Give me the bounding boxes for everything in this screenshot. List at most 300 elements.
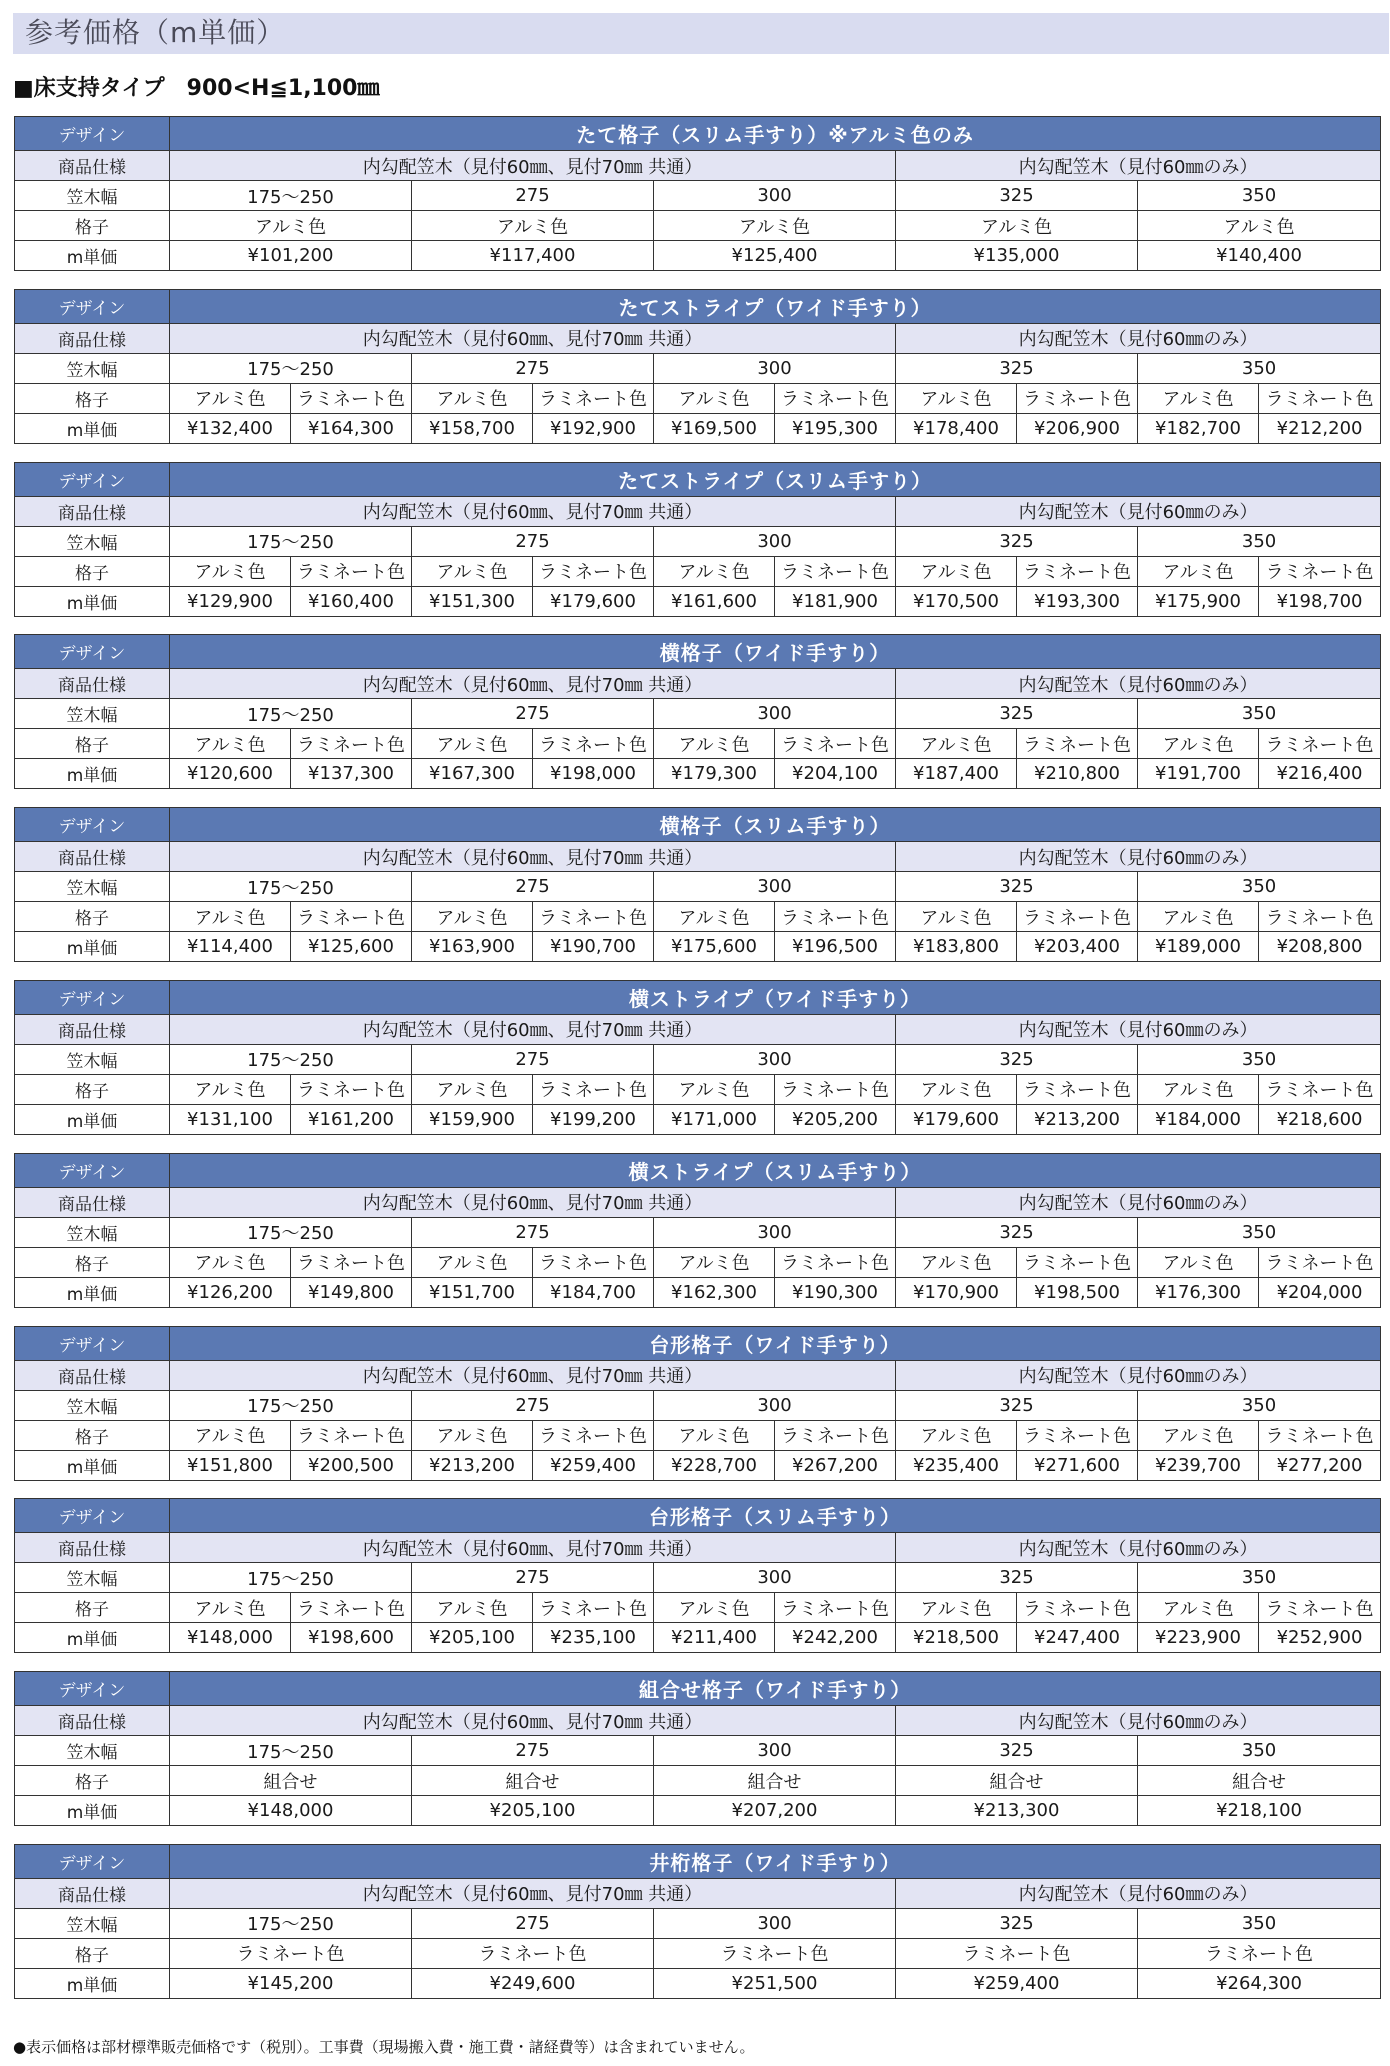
price-cell: ¥195,300 — [775, 413, 896, 443]
spec-60-only: 内勾配笠木（見付60㎜のみ） — [896, 1187, 1381, 1217]
price-cell: ¥145,200 — [170, 1968, 412, 1998]
width-value: 325 — [896, 872, 1138, 902]
width-value: 175〜250 — [170, 353, 412, 383]
design-name: たてストライプ（ワイド手すり） — [170, 289, 1381, 323]
price-cell: ¥179,300 — [654, 759, 775, 789]
grid-alumi: アルミ色 — [412, 556, 533, 586]
price-cell: ¥196,500 — [775, 932, 896, 962]
width-value: 350 — [1138, 1563, 1381, 1593]
grid-value: ラミネート色 — [412, 1938, 654, 1968]
price-cell: ¥159,900 — [412, 1104, 533, 1134]
design-name: 横ストライプ（ワイド手すり） — [170, 980, 1381, 1014]
grid-laminate: ラミネート色 — [1017, 729, 1138, 759]
grid-alumi: アルミ色 — [170, 1247, 291, 1277]
price-cell: ¥264,300 — [1138, 1968, 1381, 1998]
spec-label: 商品仕様 — [15, 496, 170, 526]
grid-label: 格子 — [15, 1938, 170, 1968]
price-cell: ¥213,200 — [1017, 1104, 1138, 1134]
grid-alumi: アルミ色 — [1138, 1593, 1259, 1623]
grid-laminate: ラミネート色 — [1017, 1593, 1138, 1623]
price-cell: ¥181,900 — [775, 586, 896, 616]
width-value: 300 — [654, 181, 896, 211]
grid-label: 格子 — [15, 1766, 170, 1796]
width-label: 笠木幅 — [15, 1908, 170, 1938]
spec-60-only: 内勾配笠木（見付60㎜のみ） — [896, 1533, 1381, 1563]
price-cell: ¥160,400 — [291, 586, 412, 616]
design-label: デザイン — [15, 1844, 170, 1878]
grid-alumi: アルミ色 — [896, 383, 1017, 413]
grid-laminate: ラミネート色 — [1259, 1420, 1381, 1450]
spec-shared: 内勾配笠木（見付60㎜、見付70㎜ 共通） — [170, 1878, 896, 1908]
price-cell: ¥191,700 — [1138, 759, 1259, 789]
spec-shared: 内勾配笠木（見付60㎜、見付70㎜ 共通） — [170, 842, 896, 872]
spec-60-only: 内勾配笠木（見付60㎜のみ） — [896, 1706, 1381, 1736]
price-cell: ¥249,600 — [412, 1968, 654, 1998]
grid-alumi: アルミ色 — [170, 1420, 291, 1450]
grid-laminate: ラミネート色 — [533, 1074, 654, 1104]
grid-alumi: アルミ色 — [1138, 902, 1259, 932]
width-value: 350 — [1138, 181, 1381, 211]
width-value: 325 — [896, 699, 1138, 729]
grid-laminate: ラミネート色 — [775, 729, 896, 759]
price-cell: ¥114,400 — [170, 932, 291, 962]
design-label: デザイン — [15, 289, 170, 323]
grid-alumi: アルミ色 — [654, 729, 775, 759]
grid-laminate: ラミネート色 — [291, 1420, 412, 1450]
design-name: 組合せ格子（ワイド手すり） — [170, 1672, 1381, 1706]
price-table — [14, 634, 1381, 789]
design-label: デザイン — [15, 1499, 170, 1533]
width-value: 275 — [412, 526, 654, 556]
price-cell: ¥213,300 — [896, 1796, 1138, 1826]
design-label: デザイン — [15, 635, 170, 669]
width-value: 275 — [412, 1217, 654, 1247]
design-name: 台形格子（ワイド手すり） — [170, 1326, 1381, 1360]
grid-laminate: ラミネート色 — [1017, 1074, 1138, 1104]
price-cell: ¥223,900 — [1138, 1623, 1259, 1653]
price-table — [14, 1153, 1381, 1308]
spec-shared: 内勾配笠木（見付60㎜、見付70㎜ 共通） — [170, 151, 896, 181]
price-label: m単価 — [15, 932, 170, 962]
grid-alumi: アルミ色 — [654, 1247, 775, 1277]
grid-laminate: ラミネート色 — [533, 902, 654, 932]
price-cell: ¥182,700 — [1138, 413, 1259, 443]
price-label: m単価 — [15, 1623, 170, 1653]
grid-laminate: ラミネート色 — [775, 1593, 896, 1623]
grid-laminate: ラミネート色 — [1259, 383, 1381, 413]
price-cell: ¥204,100 — [775, 759, 896, 789]
width-label: 笠木幅 — [15, 1563, 170, 1593]
width-value: 300 — [654, 1390, 896, 1420]
grid-alumi: アルミ色 — [1138, 1420, 1259, 1450]
spec-label: 商品仕様 — [15, 1706, 170, 1736]
design-label: デザイン — [15, 808, 170, 842]
spec-label: 商品仕様 — [15, 323, 170, 353]
width-value: 175〜250 — [170, 1736, 412, 1766]
price-cell: ¥205,100 — [412, 1796, 654, 1826]
price-cell: ¥242,200 — [775, 1623, 896, 1653]
design-label: デザイン — [15, 117, 170, 151]
grid-laminate: ラミネート色 — [1017, 902, 1138, 932]
grid-laminate: ラミネート色 — [1017, 556, 1138, 586]
price-cell: ¥212,200 — [1259, 413, 1381, 443]
price-label: m単価 — [15, 1104, 170, 1134]
price-label: m単価 — [15, 586, 170, 616]
price-cell: ¥151,700 — [412, 1277, 533, 1307]
design-name: たて格子（スリム手すり）※アルミ色のみ — [170, 117, 1381, 151]
width-value: 350 — [1138, 699, 1381, 729]
price-cell: ¥192,900 — [533, 413, 654, 443]
price-label: m単価 — [15, 759, 170, 789]
width-value: 275 — [412, 1044, 654, 1074]
price-tables — [14, 116, 1380, 2017]
price-cell: ¥239,700 — [1138, 1450, 1259, 1480]
price-label: m単価 — [15, 1796, 170, 1826]
spec-60-only: 内勾配笠木（見付60㎜のみ） — [896, 669, 1381, 699]
price-cell: ¥167,300 — [412, 759, 533, 789]
grid-laminate: ラミネート色 — [533, 1247, 654, 1277]
price-cell: ¥200,500 — [291, 1450, 412, 1480]
grid-alumi: アルミ色 — [896, 902, 1017, 932]
price-cell: ¥216,400 — [1259, 759, 1381, 789]
grid-value: ラミネート色 — [1138, 1938, 1381, 1968]
design-label: デザイン — [15, 1672, 170, 1706]
price-cell: ¥169,500 — [654, 413, 775, 443]
price-cell: ¥162,300 — [654, 1277, 775, 1307]
width-label: 笠木幅 — [15, 699, 170, 729]
grid-value: アルミ色 — [170, 211, 412, 241]
spec-shared: 内勾配笠木（見付60㎜、見付70㎜ 共通） — [170, 1014, 896, 1044]
grid-alumi: アルミ色 — [170, 729, 291, 759]
grid-value: 組合せ — [412, 1766, 654, 1796]
width-value: 275 — [412, 872, 654, 902]
price-cell: ¥171,000 — [654, 1104, 775, 1134]
grid-label: 格子 — [15, 383, 170, 413]
grid-alumi: アルミ色 — [1138, 1074, 1259, 1104]
price-cell: ¥210,800 — [1017, 759, 1138, 789]
width-value: 350 — [1138, 1736, 1381, 1766]
grid-value: 組合せ — [1138, 1766, 1381, 1796]
price-cell: ¥206,900 — [1017, 413, 1138, 443]
price-cell: ¥126,200 — [170, 1277, 291, 1307]
price-cell: ¥117,400 — [412, 241, 654, 271]
spec-shared: 内勾配笠木（見付60㎜、見付70㎜ 共通） — [170, 1360, 896, 1390]
width-value: 325 — [896, 1563, 1138, 1593]
grid-alumi: アルミ色 — [654, 383, 775, 413]
grid-label: 格子 — [15, 1593, 170, 1623]
grid-alumi: アルミ色 — [896, 1593, 1017, 1623]
price-cell: ¥158,700 — [412, 413, 533, 443]
grid-alumi: アルミ色 — [412, 383, 533, 413]
spec-label: 商品仕様 — [15, 669, 170, 699]
grid-laminate: ラミネート色 — [1017, 383, 1138, 413]
grid-alumi: アルミ色 — [1138, 729, 1259, 759]
width-value: 175〜250 — [170, 526, 412, 556]
price-label: m単価 — [15, 1450, 170, 1480]
price-cell: ¥267,200 — [775, 1450, 896, 1480]
grid-alumi: アルミ色 — [654, 1593, 775, 1623]
grid-laminate: ラミネート色 — [775, 1074, 896, 1104]
spec-label: 商品仕様 — [15, 1187, 170, 1217]
width-value: 325 — [896, 353, 1138, 383]
width-label: 笠木幅 — [15, 181, 170, 211]
price-cell: ¥247,400 — [1017, 1623, 1138, 1653]
price-cell: ¥170,500 — [896, 586, 1017, 616]
width-value: 300 — [654, 353, 896, 383]
grid-value: ラミネート色 — [654, 1938, 896, 1968]
design-name: 台形格子（スリム手すり） — [170, 1499, 1381, 1533]
price-cell: ¥101,200 — [170, 241, 412, 271]
price-cell: ¥164,300 — [291, 413, 412, 443]
width-value: 275 — [412, 1563, 654, 1593]
width-value: 325 — [896, 1044, 1138, 1074]
price-cell: ¥204,000 — [1259, 1277, 1381, 1307]
price-cell: ¥211,400 — [654, 1623, 775, 1653]
grid-value: 組合せ — [170, 1766, 412, 1796]
price-cell: ¥120,600 — [170, 759, 291, 789]
grid-alumi: アルミ色 — [896, 1074, 1017, 1104]
price-cell: ¥218,600 — [1259, 1104, 1381, 1134]
spec-shared: 内勾配笠木（見付60㎜、見付70㎜ 共通） — [170, 1533, 896, 1563]
spec-60-only: 内勾配笠木（見付60㎜のみ） — [896, 323, 1381, 353]
grid-laminate: ラミネート色 — [291, 1247, 412, 1277]
grid-alumi: アルミ色 — [896, 556, 1017, 586]
price-cell: ¥149,800 — [291, 1277, 412, 1307]
price-label: m単価 — [15, 1277, 170, 1307]
price-cell: ¥175,900 — [1138, 586, 1259, 616]
price-cell: ¥179,600 — [896, 1104, 1017, 1134]
width-value: 175〜250 — [170, 181, 412, 211]
spec-60-only: 内勾配笠木（見付60㎜のみ） — [896, 842, 1381, 872]
grid-laminate: ラミネート色 — [1017, 1420, 1138, 1450]
grid-alumi: アルミ色 — [1138, 1247, 1259, 1277]
spec-label: 商品仕様 — [15, 1878, 170, 1908]
grid-alumi: アルミ色 — [412, 902, 533, 932]
price-table — [14, 1844, 1381, 1999]
price-cell: ¥208,800 — [1259, 932, 1381, 962]
grid-alumi: アルミ色 — [654, 556, 775, 586]
grid-label: 格子 — [15, 902, 170, 932]
price-label: m単価 — [15, 241, 170, 271]
width-value: 275 — [412, 181, 654, 211]
grid-value: アルミ色 — [654, 211, 896, 241]
price-cell: ¥259,400 — [533, 1450, 654, 1480]
width-value: 175〜250 — [170, 1044, 412, 1074]
grid-laminate: ラミネート色 — [533, 729, 654, 759]
spec-label: 商品仕様 — [15, 1014, 170, 1044]
grid-laminate: ラミネート色 — [533, 383, 654, 413]
price-cell: ¥228,700 — [654, 1450, 775, 1480]
price-cell: ¥218,500 — [896, 1623, 1017, 1653]
price-cell: ¥205,100 — [412, 1623, 533, 1653]
price-cell: ¥137,300 — [291, 759, 412, 789]
grid-value: ラミネート色 — [170, 1938, 412, 1968]
width-value: 300 — [654, 1736, 896, 1766]
spec-shared: 内勾配笠木（見付60㎜、見付70㎜ 共通） — [170, 1706, 896, 1736]
spec-60-only: 内勾配笠木（見付60㎜のみ） — [896, 1014, 1381, 1044]
price-cell: ¥131,100 — [170, 1104, 291, 1134]
price-cell: ¥179,600 — [533, 586, 654, 616]
price-cell: ¥193,300 — [1017, 586, 1138, 616]
price-cell: ¥235,100 — [533, 1623, 654, 1653]
width-label: 笠木幅 — [15, 526, 170, 556]
grid-alumi: アルミ色 — [170, 556, 291, 586]
grid-alumi: アルミ色 — [170, 1074, 291, 1104]
width-label: 笠木幅 — [15, 1044, 170, 1074]
grid-alumi: アルミ色 — [412, 1074, 533, 1104]
width-value: 300 — [654, 1908, 896, 1938]
width-value: 175〜250 — [170, 872, 412, 902]
grid-laminate: ラミネート色 — [775, 1247, 896, 1277]
price-table — [14, 807, 1381, 962]
price-cell: ¥125,400 — [654, 241, 896, 271]
price-label: m単価 — [15, 1968, 170, 1998]
spec-label: 商品仕様 — [15, 842, 170, 872]
grid-label: 格子 — [15, 211, 170, 241]
width-value: 350 — [1138, 872, 1381, 902]
width-value: 325 — [896, 1390, 1138, 1420]
price-cell: ¥148,000 — [170, 1796, 412, 1826]
price-label: m単価 — [15, 413, 170, 443]
width-value: 300 — [654, 1217, 896, 1247]
width-label: 笠木幅 — [15, 872, 170, 902]
spec-shared: 内勾配笠木（見付60㎜、見付70㎜ 共通） — [170, 323, 896, 353]
design-label: デザイン — [15, 980, 170, 1014]
width-value: 300 — [654, 526, 896, 556]
price-cell: ¥184,700 — [533, 1277, 654, 1307]
grid-laminate: ラミネート色 — [533, 1593, 654, 1623]
width-label: 笠木幅 — [15, 1217, 170, 1247]
spec-label: 商品仕様 — [15, 1360, 170, 1390]
design-label: デザイン — [15, 1153, 170, 1187]
price-cell: ¥277,200 — [1259, 1450, 1381, 1480]
price-cell: ¥259,400 — [896, 1968, 1138, 1998]
price-cell: ¥271,600 — [1017, 1450, 1138, 1480]
grid-laminate: ラミネート色 — [291, 902, 412, 932]
width-value: 300 — [654, 1044, 896, 1074]
price-cell: ¥140,400 — [1138, 241, 1381, 271]
grid-value: アルミ色 — [412, 211, 654, 241]
width-value: 325 — [896, 526, 1138, 556]
price-cell: ¥132,400 — [170, 413, 291, 443]
design-name: たてストライプ（スリム手すり） — [170, 462, 1381, 496]
price-cell: ¥189,000 — [1138, 932, 1259, 962]
price-table — [14, 116, 1381, 271]
price-cell: ¥151,800 — [170, 1450, 291, 1480]
price-cell: ¥151,300 — [412, 586, 533, 616]
grid-value: 組合せ — [654, 1766, 896, 1796]
price-cell: ¥170,900 — [896, 1277, 1017, 1307]
grid-value: 組合せ — [896, 1766, 1138, 1796]
grid-alumi: アルミ色 — [654, 902, 775, 932]
price-cell: ¥183,800 — [896, 932, 1017, 962]
width-value: 325 — [896, 1908, 1138, 1938]
spec-60-only: 内勾配笠木（見付60㎜のみ） — [896, 1360, 1381, 1390]
width-value: 275 — [412, 1908, 654, 1938]
spec-shared: 内勾配笠木（見付60㎜、見付70㎜ 共通） — [170, 1187, 896, 1217]
design-label: デザイン — [15, 1326, 170, 1360]
grid-laminate: ラミネート色 — [775, 902, 896, 932]
width-value: 325 — [896, 1217, 1138, 1247]
width-value: 350 — [1138, 1908, 1381, 1938]
grid-alumi: アルミ色 — [896, 1420, 1017, 1450]
width-value: 175〜250 — [170, 699, 412, 729]
width-value: 275 — [412, 1736, 654, 1766]
grid-alumi: アルミ色 — [412, 1247, 533, 1277]
grid-label: 格子 — [15, 1247, 170, 1277]
price-cell: ¥161,600 — [654, 586, 775, 616]
price-cell: ¥198,600 — [291, 1623, 412, 1653]
price-table — [14, 980, 1381, 1135]
price-cell: ¥129,900 — [170, 586, 291, 616]
grid-laminate: ラミネート色 — [775, 383, 896, 413]
width-value: 350 — [1138, 353, 1381, 383]
price-cell: ¥251,500 — [654, 1968, 896, 1998]
price-cell: ¥198,700 — [1259, 586, 1381, 616]
price-cell: ¥190,300 — [775, 1277, 896, 1307]
grid-label: 格子 — [15, 729, 170, 759]
grid-alumi: アルミ色 — [896, 1247, 1017, 1277]
width-value: 350 — [1138, 526, 1381, 556]
grid-laminate: ラミネート色 — [291, 729, 412, 759]
width-value: 275 — [412, 699, 654, 729]
price-cell: ¥203,400 — [1017, 932, 1138, 962]
price-cell: ¥198,000 — [533, 759, 654, 789]
width-label: 笠木幅 — [15, 353, 170, 383]
grid-alumi: アルミ色 — [170, 902, 291, 932]
price-cell: ¥176,300 — [1138, 1277, 1259, 1307]
width-value: 350 — [1138, 1217, 1381, 1247]
grid-label: 格子 — [15, 556, 170, 586]
spec-label: 商品仕様 — [15, 1533, 170, 1563]
price-cell: ¥198,500 — [1017, 1277, 1138, 1307]
width-value: 300 — [654, 1563, 896, 1593]
grid-value: アルミ色 — [896, 211, 1138, 241]
price-cell: ¥218,100 — [1138, 1796, 1381, 1826]
footnote: ●表示価格は部材標準販売価格です（税別）。工事費（現場搬入費・施工費・諸経費等）は含まれていません。 — [13, 2038, 755, 2056]
width-label: 笠木幅 — [15, 1736, 170, 1766]
price-cell: ¥235,400 — [896, 1450, 1017, 1480]
width-value: 300 — [654, 872, 896, 902]
grid-alumi: アルミ色 — [1138, 383, 1259, 413]
grid-laminate: ラミネート色 — [533, 1420, 654, 1450]
grid-laminate: ラミネート色 — [1259, 1593, 1381, 1623]
price-cell: ¥184,000 — [1138, 1104, 1259, 1134]
width-label: 笠木幅 — [15, 1390, 170, 1420]
design-name: 横格子（ワイド手すり） — [170, 635, 1381, 669]
spec-60-only: 内勾配笠木（見付60㎜のみ） — [896, 151, 1381, 181]
grid-alumi: アルミ色 — [412, 1593, 533, 1623]
spec-60-only: 内勾配笠木（見付60㎜のみ） — [896, 1878, 1381, 1908]
price-cell: ¥178,400 — [896, 413, 1017, 443]
price-cell: ¥175,600 — [654, 932, 775, 962]
grid-alumi: アルミ色 — [654, 1420, 775, 1450]
grid-laminate: ラミネート色 — [1259, 1074, 1381, 1104]
grid-laminate: ラミネート色 — [291, 1593, 412, 1623]
grid-label: 格子 — [15, 1074, 170, 1104]
section-title: ■床支持タイプ 900<H≦1,100㎜ — [13, 76, 380, 101]
price-cell: ¥190,700 — [533, 932, 654, 962]
price-cell: ¥213,200 — [412, 1450, 533, 1480]
grid-alumi: アルミ色 — [412, 729, 533, 759]
grid-alumi: アルミ色 — [170, 383, 291, 413]
page-title: 参考価格（m単価） — [25, 16, 286, 49]
spec-label: 商品仕様 — [15, 151, 170, 181]
grid-laminate: ラミネート色 — [775, 556, 896, 586]
grid-laminate: ラミネート色 — [1259, 556, 1381, 586]
price-cell: ¥135,000 — [896, 241, 1138, 271]
price-cell: ¥161,200 — [291, 1104, 412, 1134]
